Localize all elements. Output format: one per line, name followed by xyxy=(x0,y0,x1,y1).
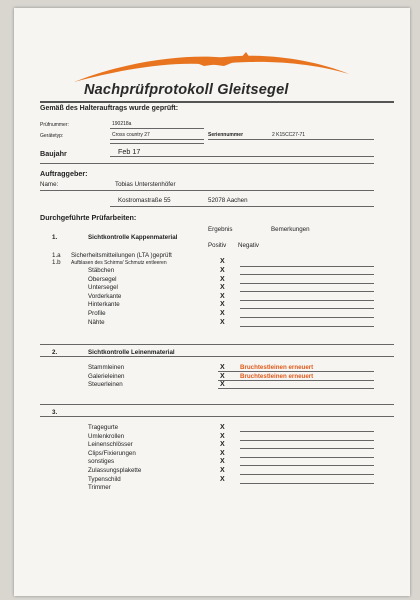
remark-line xyxy=(240,274,374,275)
section1-title: Sichtkontrolle Kappenmaterial xyxy=(88,234,178,241)
remark-line xyxy=(240,465,374,466)
remark-text: Bruchtestleinen erneuert xyxy=(240,364,314,371)
section1b-number: 1.b xyxy=(52,259,61,266)
pruefarbeiten-heading: Durchgeführte Prüfarbeiten: xyxy=(40,213,137,222)
section1a-number: 1.a xyxy=(52,252,61,259)
bemerkungen-header: Bemerkungen xyxy=(271,226,310,233)
list-item-label: Umlenkrollen xyxy=(88,432,125,440)
remark-line xyxy=(240,326,374,327)
check-mark: X xyxy=(220,318,225,326)
check-mark: X xyxy=(220,258,225,265)
pruefnummer-line xyxy=(110,128,204,129)
auftrag-heading: Gemäß des Halterauftrags wurde geprüft: xyxy=(40,105,179,112)
street-value: Kostromastraße 55 xyxy=(118,197,171,204)
list-item-label: Obersegel xyxy=(88,275,117,283)
check-mark: X xyxy=(220,424,225,431)
section2-top-divider xyxy=(40,344,394,345)
ergebnis-header: Ergebnis xyxy=(208,226,233,233)
check-mark: X xyxy=(220,372,225,380)
check-mark: X xyxy=(220,292,225,300)
list-item-label: Nähte xyxy=(88,318,105,326)
section1b-label: Aufblasen des Schirms/ Schmutz entleeren xyxy=(71,260,167,266)
section2-number: 2. xyxy=(52,349,58,356)
geraetetyp-label: Gerätetyp: xyxy=(40,133,64,139)
check-mark: X xyxy=(220,301,225,309)
section3-number: 3. xyxy=(52,409,58,416)
list-item-label: Profile xyxy=(88,310,106,317)
protocol-sheet xyxy=(14,8,410,596)
remark-line xyxy=(240,291,374,292)
check-mark: X xyxy=(220,267,225,274)
list-item-label: sonstiges xyxy=(88,458,115,466)
baujahr-value: Feb 17 xyxy=(118,147,141,156)
list-item-label: Trimmer xyxy=(88,484,111,492)
section1a-label: Sicherheitsmitteilungen (LTA )geprüft xyxy=(71,252,172,259)
title-divider xyxy=(40,101,394,103)
seriennummer-line xyxy=(208,139,374,140)
geraetetyp-value: Cross country 27 xyxy=(112,132,150,138)
baujahr-line xyxy=(110,156,374,157)
check-mark: X xyxy=(220,381,225,389)
auftraggeber-heading: Auftraggeber: xyxy=(40,169,88,178)
remark-line xyxy=(240,431,374,432)
remark-line xyxy=(218,388,374,389)
remark-line xyxy=(240,266,374,267)
check-mark: X xyxy=(220,310,225,317)
remark-line xyxy=(240,440,374,441)
positiv-header: Positiv xyxy=(208,242,227,249)
remark-line xyxy=(240,448,374,449)
list-item-label: Leinenschlösser xyxy=(88,441,133,449)
section3-bottom-divider xyxy=(40,416,394,417)
section2-bottom-divider xyxy=(40,356,394,357)
seriennummer-value: 2 K15CC27-71 xyxy=(272,132,306,138)
remark-line xyxy=(240,300,374,301)
list-item-label: Stammleinen xyxy=(88,364,125,371)
name-value: Tobias Unterstenhöfer xyxy=(115,181,176,188)
check-mark: X xyxy=(220,467,225,474)
remark-line xyxy=(240,317,374,318)
list-item-label: Steuerleinen xyxy=(88,381,123,389)
check-mark: X xyxy=(220,441,225,449)
city-value: 52078 Aachen xyxy=(208,197,248,204)
remark-line xyxy=(240,308,374,309)
geraetetyp-line xyxy=(110,139,204,140)
remark-line xyxy=(240,483,374,484)
list-item-label: Hinterkante xyxy=(88,301,120,309)
name-line xyxy=(40,190,374,191)
check-mark: X xyxy=(220,432,225,440)
pruefnummer-label: Prüfnummer: xyxy=(40,122,69,128)
remark-line xyxy=(240,474,374,475)
list-item-label: Untersegel xyxy=(88,284,118,292)
remark-text: Bruchtestleinen erneuert xyxy=(240,372,314,380)
list-item-label: Galerieleinen xyxy=(88,372,125,380)
list-item-label: Tragegurte xyxy=(88,424,119,431)
check-mark: X xyxy=(220,275,225,283)
list-item-label: Vorderkante xyxy=(88,292,122,300)
check-mark: X xyxy=(220,284,225,292)
list-item-label: Stäbchen xyxy=(88,267,115,274)
check-mark: X xyxy=(220,449,225,457)
section3-top-divider xyxy=(40,404,394,405)
baujahr-divider xyxy=(40,163,374,164)
negativ-header: Negativ xyxy=(238,242,259,249)
spacer-line xyxy=(110,143,204,144)
list-item-label: Clips/Fixierungen xyxy=(88,449,136,457)
name-label: Name: xyxy=(40,181,59,188)
check-mark: X xyxy=(220,364,225,371)
remark-line xyxy=(218,380,374,381)
list-item-label: Typenschild xyxy=(88,475,121,483)
section2-title: Sichtkontrolle Leinenmaterial xyxy=(88,349,175,356)
page-title: Nachprüfprotokoll Gleitsegel xyxy=(84,82,289,98)
pruefnummer-value: 190218a xyxy=(112,121,132,127)
remark-line xyxy=(240,457,374,458)
seriennummer-label: Seriennummer xyxy=(208,132,244,138)
check-mark: X xyxy=(220,475,225,483)
baujahr-label: Baujahr xyxy=(40,149,67,158)
list-item-label: Zulassungsplakette xyxy=(88,467,142,474)
address-line xyxy=(110,206,374,207)
remark-line xyxy=(240,283,374,284)
check-mark: X xyxy=(220,458,225,466)
section1-number: 1. xyxy=(52,234,58,241)
